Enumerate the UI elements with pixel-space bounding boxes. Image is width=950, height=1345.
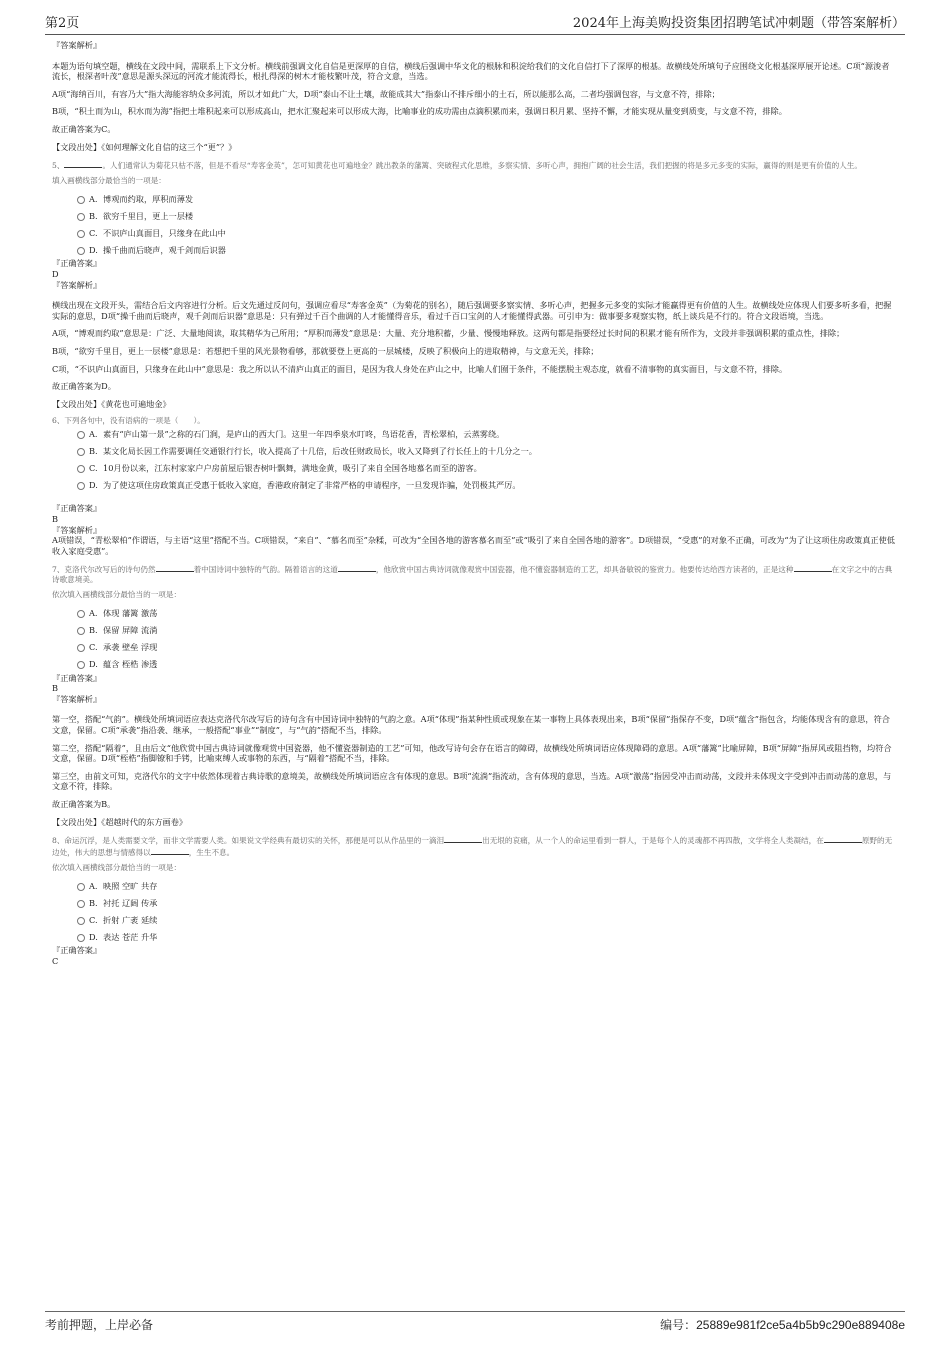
- page-footer: [45, 1311, 905, 1334]
- analysis-paragraph: 第一空，搭配“气韵”。横线处所填词语应表达克洛代尔改写后的诗句含有中国诗词中独特的气韵之意。A项“体现”指某种性质或现象在某一事物上具体表现出来，B项“保留”指保存不变，D项“蕴含”指包含，均能体现含有的意思，符合文意，保留。C项“承袭”指沿袭、继承，一般搭配“事业”“制度”，与“气韵”搭配不当，排除。: [52, 714, 890, 735]
- radio-icon[interactable]: [77, 465, 85, 473]
- option-c[interactable]: C. 10月份以来，江东村家家户户房前屋后银杏树叶飘舞，满地金黄，吸引了来自全国各地慕名而至的游客。: [52, 460, 897, 477]
- analysis-conclusion: 故正确答案为D。: [52, 381, 116, 392]
- radio-icon[interactable]: [77, 213, 85, 221]
- analysis-paragraph: 横线出现在文段开头，需结合后文内容进行分析。后文先通过反问句，强调应看尽“寿客金英”（为菊花的别名），随后强调要多察实情、多听心声，把握多元多变的实际才能赢得更有价值的人生。故横线处应体现人们要多听多看，把握实际的意思，D项“操千曲而后晓声，观千剑而后识器”意思是：只有弹过千百个曲调的人才能懂得音乐，看过千百口宝剑的人才能懂得武器。可引申为：做事要多观察实物，纸上谈兵是不行的。符合文段语境，当选。: [52, 300, 892, 321]
- option-d[interactable]: D. 操千曲而后晓声，观千剑而后识器: [52, 242, 897, 259]
- option-d[interactable]: D. 为了使这项住房政策真正受惠于低收入家庭，香港政府制定了非常严格的申请程序，一旦发现诈骗，处罚极其严厉。: [52, 477, 897, 494]
- answer-analysis-label: 『答案解析』: [52, 40, 102, 50]
- correct-answer: C: [52, 955, 59, 966]
- question-stem: 8、命运沉浮，是人类需要文学，而非文学需要人类。如果说文学经典有最切实的关怀，那便是可以从作品里的一滴泪 出无垠的哀痛，从一个人的命运里看到一群人，于是每个人的灵魂都不再四散，文学将全人类凝结，在 原野的无边处，伟大的思想与情感得以 ，生生不息。: [52, 836, 893, 858]
- correct-answer: B: [52, 683, 59, 694]
- option-b[interactable]: B. 保留 屏障 流淌: [52, 622, 897, 639]
- document-body: [52, 40, 897, 967]
- passage-source: 【文段出处】《如何理解文化自信的这三个“更”？》: [52, 141, 237, 152]
- answer-analysis-label: 『答案解析』: [52, 524, 102, 535]
- radio-icon[interactable]: [77, 482, 85, 490]
- correct-answer-label: 『正确答案』: [52, 945, 102, 956]
- analysis-paragraph: A项“海纳百川，有容乃大”指大海能容纳众多河流，所以才如此广大，D项“泰山不让土壤，故能成其大”指泰山不排斥细小的土石，所以能那么高，二者均强调包容，与文意不符，排除；: [52, 88, 720, 99]
- option-a[interactable]: A. 映照 空旷 共存: [52, 878, 897, 895]
- question-instruction: 依次填入画横线部分最恰当的一项是：: [52, 590, 182, 600]
- correct-answer-label: 『正确答案』: [52, 258, 102, 269]
- footer-slogan: 考前押题，上岸必备: [45, 1318, 154, 1332]
- question-instruction: 填入画横线部分最恰当的一项是：: [52, 176, 166, 186]
- option-c[interactable]: C. 不识庐山真面目，只缘身在此山中: [52, 225, 897, 242]
- fill-blank: [794, 563, 832, 572]
- passage-source: 【文段出处】《黄花也可遍地金》: [52, 398, 171, 409]
- analysis-conclusion: 故正确答案为C。: [52, 123, 116, 134]
- correct-answer-label: 『正确答案』: [52, 503, 102, 514]
- radio-icon[interactable]: [77, 661, 85, 669]
- fill-blank: [824, 834, 862, 843]
- correct-answer: D: [52, 268, 59, 279]
- radio-icon[interactable]: [77, 900, 85, 908]
- option-d[interactable]: D. 蕴含 桎梏 渗透: [52, 656, 897, 673]
- radio-icon[interactable]: [77, 196, 85, 204]
- question-stem: 5、 。人们通常认为菊花只枯不落，但是不看尽“寿客金英”，怎可知黄花也可遍地金？跳出教条的藩篱、突破程式化思维，多察实情、多听心声，拥抱广阔的社会生活，我们把握的将是多元多变的实际，赢得的则是更有价值的人生。: [52, 161, 862, 171]
- radio-icon[interactable]: [77, 247, 85, 255]
- document-title: 2024年上海美购投资集团招聘笔试冲刺题（带答案解析）: [572, 16, 905, 31]
- fill-blank: [151, 846, 189, 855]
- page-header: [45, 10, 905, 35]
- correct-answer-label: 『正确答案』: [52, 672, 102, 683]
- radio-icon[interactable]: [77, 230, 85, 238]
- fill-blank: [64, 159, 102, 168]
- option-b[interactable]: B. 欲穷千里目，更上一层楼: [52, 208, 897, 225]
- radio-icon[interactable]: [77, 627, 85, 635]
- fill-blank: [338, 563, 376, 572]
- correct-answer: B: [52, 514, 59, 525]
- question-stem: 6、下列各句中，没有语病的一项是（ ）。: [52, 416, 205, 426]
- question-stem: 7、克洛代尔改写后的诗句仍然 着中国诗词中独特的气韵。隔着语言的这道 ，他欣赏中国古典诗词就像观赏中国瓷器，他不懂瓷器制造的工艺，却具备敏锐的鉴赏力。他要传达给西方读者的，正是这种 在文字之中的古典诗歌意境美。: [52, 565, 893, 585]
- analysis-paragraph: B项，“积土而为山，积水而为海”指把土堆积起来可以形成高山，把水汇聚起来可以形成大海，比喻事业的成功需由点滴积累而来，强调日积月累、坚持不懈，才能实现从量变到质变，与文意不符，排除。: [52, 106, 787, 117]
- option-a[interactable]: A. 素有“庐山第一景”之称的石门涧，是庐山的西大门。这里一年四季泉水叮咚，鸟语花香，青松翠柏，云蒸雾绕。: [52, 426, 897, 443]
- page-number: 第2页: [45, 16, 80, 31]
- radio-icon[interactable]: [77, 883, 85, 891]
- option-b[interactable]: B. 某文化局长因工作需要调任交通银行行长，收入提高了十几倍，后改任财政局长，收入又降到了行长任上的十几分之一。: [52, 443, 897, 460]
- radio-icon[interactable]: [77, 610, 85, 618]
- fill-blank: [444, 834, 482, 843]
- option-a[interactable]: A. 博观而约取，厚积而薄发: [52, 191, 897, 208]
- radio-icon[interactable]: [77, 934, 85, 942]
- radio-icon[interactable]: [77, 917, 85, 925]
- answer-analysis-label: 『答案解析』: [52, 693, 102, 704]
- radio-icon[interactable]: [77, 448, 85, 456]
- option-a[interactable]: A. 体现 藩篱 激荡: [52, 605, 897, 622]
- radio-icon[interactable]: [77, 644, 85, 652]
- option-d[interactable]: D. 表达 苍茫 升华: [52, 929, 897, 946]
- analysis-paragraph: 本题为语句填空题，横线在文段中间，需联系上下文分析。横线前强调文化自信是更深厚的自信，横线后强调中华文化的根脉和积淀给我们的文化自信打下了深厚的根基。故横线处所填句子应围绕文化根基深厚展开论述。C项“源浚者流长，根深者叶茂”意思是源头深远的河流才能流得长，根扎得深的树木才能枝繁叶茂，符合文意，当选。: [52, 60, 890, 82]
- option-b[interactable]: B. 衬托 辽阔 传承: [52, 895, 897, 912]
- analysis-paragraph: A项错误，“青松翠柏”作谓语，与主语“这里”搭配不当。C项错误，“来自”、“慕名而至”杂糅，可改为“全国各地的游客慕名而至”或“吸引了来自全国各地的游客”。D项错误，“受惠”的对象不正确，可改为“为了让这项住房政策真正使低收入家庭受惠”。: [52, 535, 895, 556]
- radio-icon[interactable]: [77, 431, 85, 439]
- option-c[interactable]: C. 承袭 壁垒 浮现: [52, 639, 897, 656]
- analysis-paragraph: C项，“不识庐山真面目，只缘身在此山中”意思是：我之所以认不清庐山真正的面目，是因为我人身处在庐山之中，比喻人们囿于条件，不能摆脱主观态度，就看不清事物的真实面目，与文意不符，排除。: [52, 363, 788, 374]
- option-c[interactable]: C. 折射 广袤 延续: [52, 912, 897, 929]
- fill-blank: [156, 563, 194, 572]
- passage-source: 【文段出处】《超越时代的东方画卷》: [52, 816, 188, 827]
- answer-analysis-label: 『答案解析』: [52, 279, 102, 290]
- question-instruction: 依次填入画横线部分最恰当的一项是：: [52, 863, 182, 873]
- analysis-paragraph: 第二空，搭配“隔着”，且由后文“他欣赏中国古典诗词就像观赏中国瓷器，他不懂瓷器制造的工艺”可知，他改写诗句会存在语言的障碍，故横线处所填词语应体现障碍的意思。A项“藩篱”比喻屏障，B项“屏障”指屏风或阻挡物，均符合文意，保留。D项“桎梏”指脚镣和手铐，比喻束缚人或事物的东西，与“隔着”搭配不当，排除。: [52, 742, 892, 764]
- analysis-paragraph: B项，“欲穷千里目，更上一层楼”意思是：若想把千里的风光景物看够，那就要登上更高的一层城楼，反映了积极向上的进取精神，与文意无关，排除；: [52, 345, 599, 356]
- document-code: 编号：25889e981f2ce5a4b5b9c290e889408e: [660, 1318, 905, 1332]
- analysis-paragraph: 第三空，由前文可知，克洛代尔的文字中依然体现着古典诗歌的意境美，故横线处所填词语应含有体现的意思。B项“流淌”指流动，含有体现的意思，当选。A项“激荡”指因受冲击而动荡，文段并未体现文字受到冲击而动荡的意思，与文意不符，排除。: [52, 770, 892, 792]
- analysis-conclusion: 故正确答案为B。: [52, 798, 116, 809]
- analysis-paragraph: A项，“博观而约取”意思是：广泛、大量地阅读，取其精华为己所用；“厚积而薄发”意思是：大量、充分地积蓄，少量、慢慢地释放。这两句都是指要经过长时间的积累才能有所作为，文段并非强调积累的重点性，排除；: [52, 328, 845, 339]
